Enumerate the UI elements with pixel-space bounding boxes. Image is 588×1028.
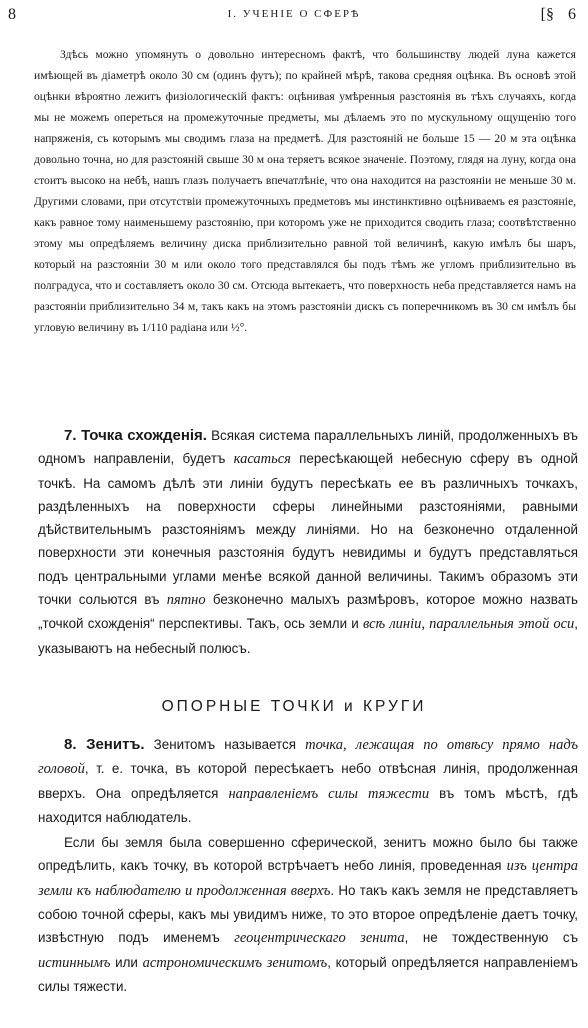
section-7 xyxy=(38,424,578,660)
text-run: безконечно малыхъ размѣровъ, которое можно назвать „точкой схожденія“ перспективы. Такъ, ось земли и xyxy=(38,592,579,632)
running-title: I. УЧЕНІЕ О СФЕРѢ xyxy=(227,8,361,20)
text-run: , который опредѣляется направленіемъ силы тяжести. xyxy=(38,954,578,994)
section-8 xyxy=(38,733,578,998)
italic-run: точка, лежащая по отвѣсу прямо надъ головой xyxy=(38,737,578,778)
italic-run: пятно xyxy=(166,592,206,609)
text-run: или xyxy=(110,954,143,970)
section-8-paragraph-2 xyxy=(38,831,578,998)
section-mark: [§ 6 xyxy=(540,6,576,23)
paragraph-moon-size: Здѣсь можно упомянуть о довольно интересномъ фактѣ, что большинству людей луна кажется имѣющей въ діаметрѣ около 30 см (одинъ футъ); по крайней мѣрѣ, такова средняя оцѣнка. Въ основѣ этой оцѣнки вѣроятно лежитъ физіологическій фактъ: оцѣнивая умѣренныя разстоянія въ тѣхъ случаяхъ, когда мы не можемъ опереться на промежуточные предметы, мы дѣлаемъ это по мускульному ощущенію того напряженія, съ которымъ мы сводимъ глаза на предметѣ. Для разстояній не больше 15 — 20 м эта оцѣнка довольно точна, но для разстояній свыше 30 м она теряетъ всякое значеніе. Поэтому, глядя на луну, когда она стоитъ высоко на небѣ, нашъ глазъ получаетъ впечатлѣніе, что она находится на разстояніи не меньше 30 м. Другими словами, при отсутствіи промежуточныхъ предметовъ мы инстинктивно оцѣниваемъ ея разстояніе, какъ равное тому наименьшему разстоянію, при которомъ уже не приходится сводить глаза; соотвѣтственно этому мы опредѣляемъ величину диска приблизительно равной той величинѣ, какую имѣлъ бы шаръ, который на разстояніи 30 м или около того представлялся бы подъ тѣмъ же угломъ приблизительно въ полградуса, что и составляетъ около 30 см. Отсюда вытекаетъ, что поверхность неба представляется намъ на разстояніи приблизительно 34 м, такъ какъ на этомъ разстояніи дискъ съ поперечникомъ въ 30 см имѣлъ бы угловую величину въ 1/110 радіана или ½°. xyxy=(34,48,576,334)
text-run: , указываютъ на небесный полюсъ. xyxy=(38,616,578,656)
italic-run: изъ центра земли къ наблюдателю и продолженная вверхъ xyxy=(38,858,578,899)
text-run: , т. е. точка, въ которой пересѣкаетъ небо отвѣсная линія, продолженная вверхъ. Она опредѣляется xyxy=(38,761,578,801)
italic-run: направленіемъ силы тяжести xyxy=(228,785,430,802)
page-number: 8 xyxy=(8,6,16,23)
italic-run: касаться xyxy=(233,451,291,468)
italic-run: астрономическимъ зенитомъ xyxy=(142,954,328,971)
text-run: Если бы земля была совершенно сферической, зенитъ можно было бы также опредѣлить, какъ точку, въ которой встрѣчаетъ небо линія, проведенная xyxy=(38,835,578,874)
section-7-heading: 7. Точка схожденія. xyxy=(64,427,207,444)
text-run: . Но такъ какъ земля не представляетъ собою точной сферы, какъ мы увидимъ ниже, то это второе опредѣленіе даетъ точку, извѣстную подъ именемъ xyxy=(38,882,579,946)
italic-run: геоцентрическаго зенита xyxy=(234,930,405,947)
small-print-block xyxy=(34,44,576,338)
chapter-subtitle: ОПОРНЫЕ ТОЧКИ и КРУГИ xyxy=(161,698,427,715)
text-run: Зенитомъ называется xyxy=(144,737,306,752)
italic-run: всѣ линіи, параллельныя этой оси xyxy=(363,616,575,633)
section-7-paragraph xyxy=(38,424,578,660)
section-8-paragraph-1 xyxy=(38,733,578,829)
section-8-heading: 8. Зенитъ. xyxy=(64,736,145,753)
text-run: пересѣкающей небесную сферу въ одной точкѣ. На самомъ дѣлѣ эти линіи будутъ пересѣкать ее въ различныхъ точкахъ, раздѣленныхъ на поверхности сферы линейными разстояніями, равными дѣйствительнымъ разстояніямъ между линіями. Но на безконечно отдаленной поверхности эти конечныя разстоянія будутъ невидимы и будутъ представляться подъ центральными углами менѣе всякой данной величины. Такимъ образомъ эти точки сольются въ xyxy=(38,451,578,608)
italic-run: истиннымъ xyxy=(38,954,111,971)
running-header xyxy=(8,6,580,28)
text-run: , не тождественную съ xyxy=(404,930,578,946)
text-run: въ томъ мѣстѣ, гдѣ находится наблюдатель. xyxy=(38,785,578,825)
text-run: Всякая система параллельныхъ линій, продолженныхъ въ одномъ направленіи, будетъ xyxy=(38,428,578,467)
